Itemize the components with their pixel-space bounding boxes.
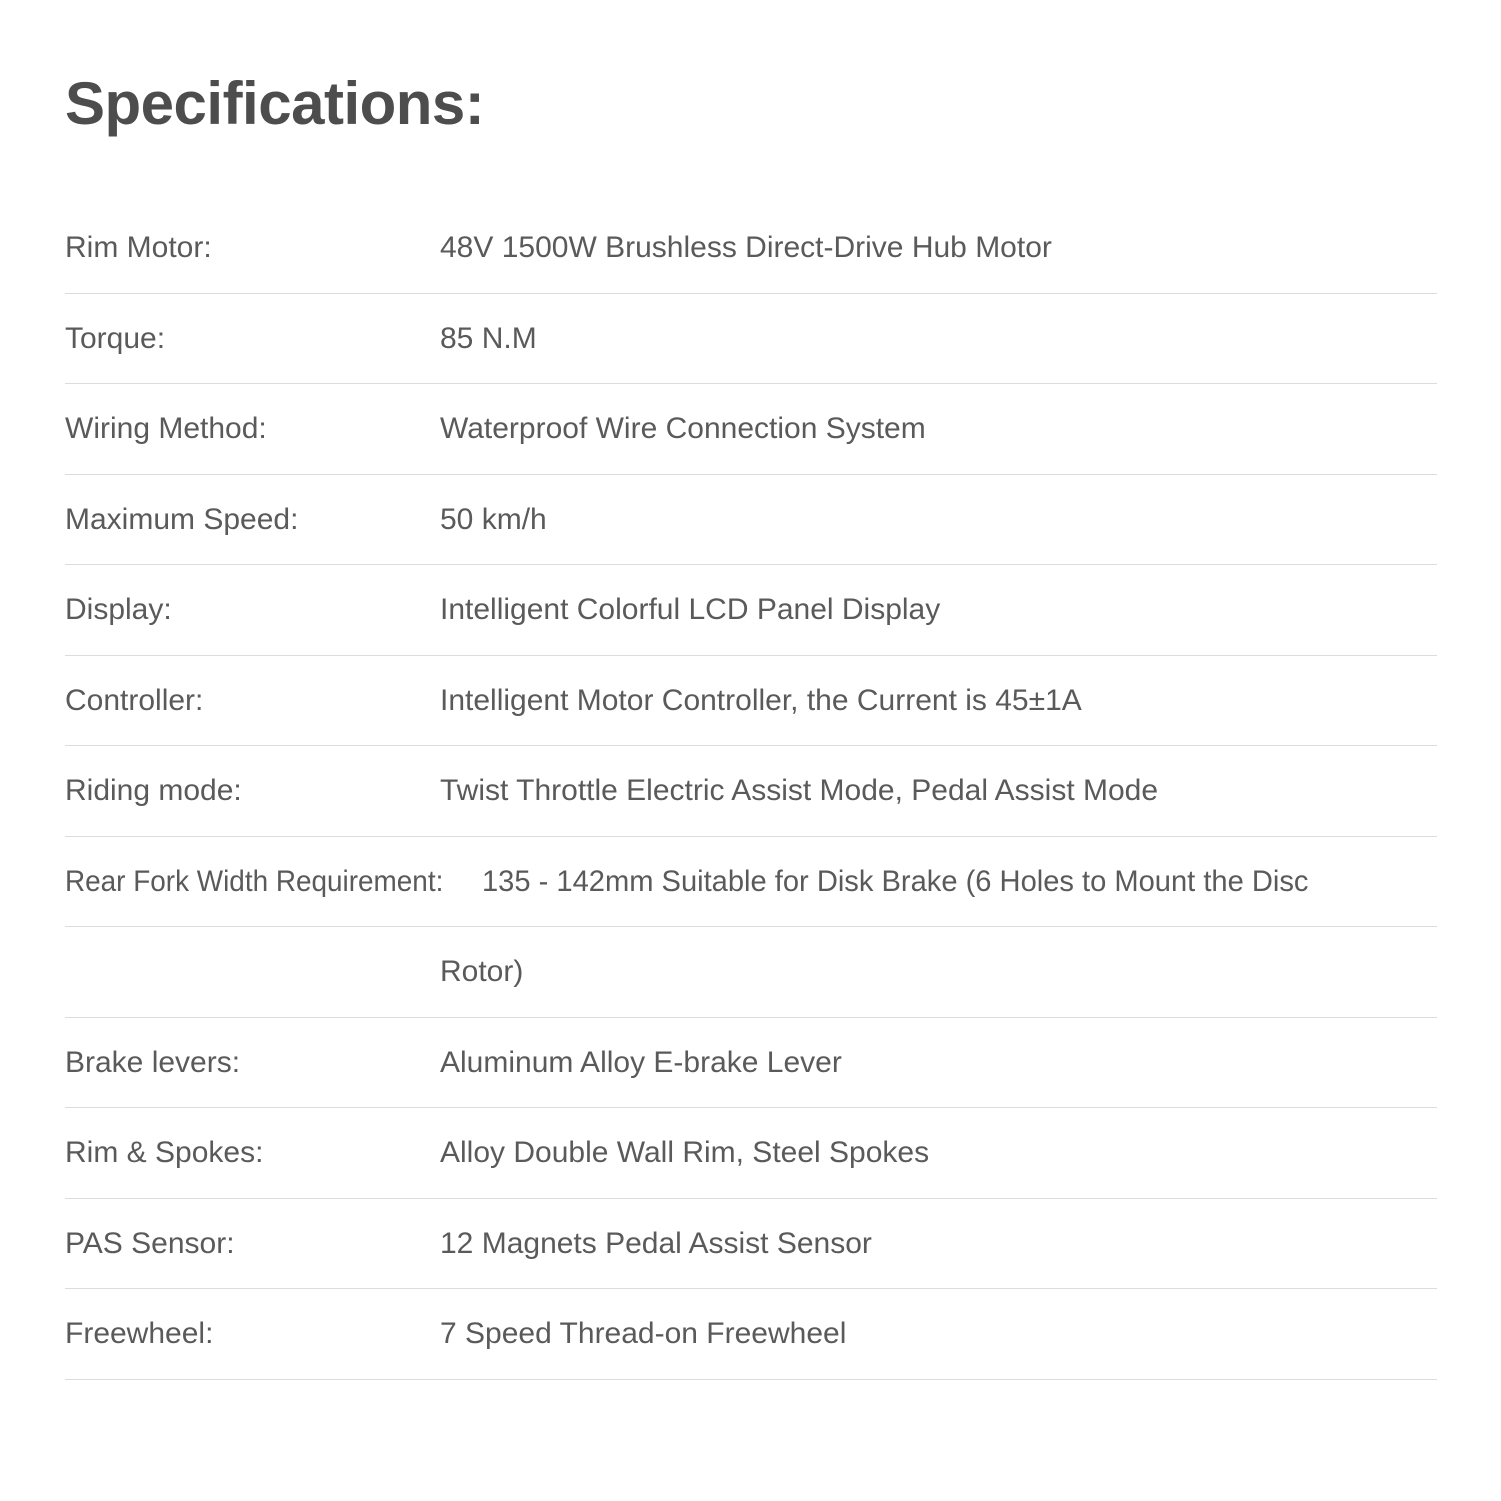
spec-value: 7 Speed Thread-on Freewheel: [440, 1317, 847, 1350]
spec-label: [65, 927, 440, 979]
table-row: [65, 384, 1437, 475]
table-row: [65, 565, 1437, 656]
spec-value: 85 N.M: [440, 321, 537, 355]
table-row: [65, 1018, 1437, 1109]
spec-value: 50 km/h: [440, 502, 547, 536]
spec-label: Rim Motor:: [65, 231, 212, 264]
spec-label: Brake levers:: [65, 1045, 241, 1079]
spec-label: PAS Sensor:: [65, 1226, 235, 1260]
table-row: [65, 203, 1437, 294]
spec-label: Controller:: [65, 683, 204, 717]
spec-label: Maximum Speed:: [65, 502, 299, 536]
table-row: [65, 475, 1437, 566]
spec-value: Alloy Double Wall Rim, Steel Spokes: [440, 1136, 930, 1169]
spec-label: Display:: [65, 593, 172, 626]
spec-label: Freewheel:: [65, 1317, 214, 1350]
spec-label: Riding mode:: [65, 774, 242, 807]
spec-label: Torque:: [65, 321, 166, 355]
table-row: [65, 656, 1437, 747]
spec-value: Twist Throttle Electric Assist Mode, Pedal Assist Mode: [440, 774, 1159, 807]
table-row: [65, 746, 1437, 837]
table-row: [65, 927, 1437, 1018]
spec-label: Rear Fork Width Requirement:: [65, 864, 444, 898]
spec-value: Rotor): [440, 955, 524, 988]
spec-label: Rim & Spokes:: [65, 1136, 264, 1169]
spec-value: 48V 1500W Brushless Direct-Drive Hub Motor: [440, 231, 1052, 264]
page-title: Specifications:: [65, 70, 485, 137]
spec-value: Intelligent Motor Controller, the Current is 45±1A: [440, 683, 1082, 717]
spec-value: 135 - 142mm Suitable for Disk Brake (6 Holes to Mount the Disc: [481, 864, 1309, 898]
spec-label: Wiring Method:: [65, 412, 267, 445]
spec-value: Aluminum Alloy E-brake Lever: [440, 1045, 842, 1079]
table-row: [65, 294, 1437, 385]
spec-value: Waterproof Wire Connection System: [440, 412, 926, 445]
table-row: [65, 1199, 1437, 1290]
table-row: [65, 1289, 1437, 1380]
table-row: [65, 1108, 1437, 1199]
spec-value: Intelligent Colorful LCD Panel Display: [440, 593, 941, 626]
spec-value: 12 Magnets Pedal Assist Sensor: [440, 1226, 872, 1260]
table-row: [65, 837, 1437, 928]
specifications-table: [65, 203, 1437, 1380]
